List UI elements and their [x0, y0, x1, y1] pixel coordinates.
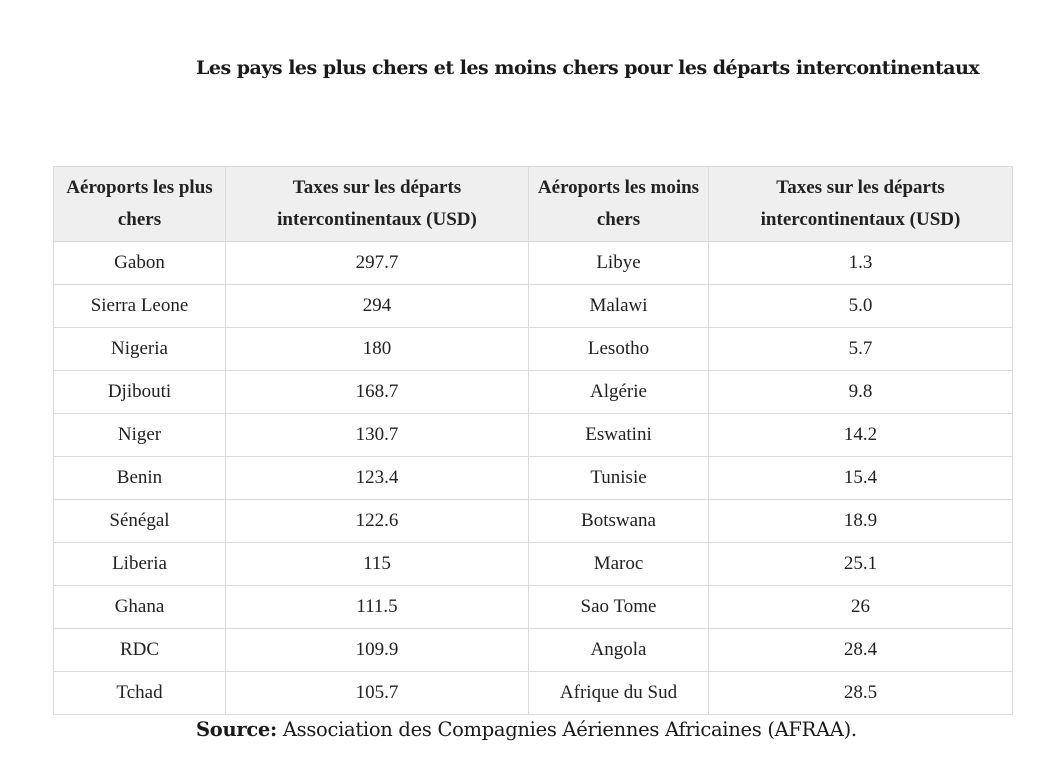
cheap-tax-cell: 5.0 [709, 285, 1013, 328]
cheap-tax-cell: 25.1 [709, 543, 1013, 586]
header-expensive-taxes: Taxes sur les départs intercontinentaux (USD) [226, 167, 529, 242]
expensive-tax-cell: 105.7 [226, 672, 529, 715]
expensive-tax-cell: 109.9 [226, 629, 529, 672]
expensive-country-cell: Sénégal [54, 500, 226, 543]
table-row [54, 414, 1013, 457]
expensive-country-cell: Benin [54, 457, 226, 500]
cheap-country-cell: Malawi [529, 285, 709, 328]
cheap-country-cell: Lesotho [529, 328, 709, 371]
table-row [54, 586, 1013, 629]
expensive-country-cell: Niger [54, 414, 226, 457]
table-title: Les pays les plus chers et les moins chers pour les départs intercontinentaux [196, 57, 980, 79]
expensive-tax-cell: 123.4 [226, 457, 529, 500]
source-text: Association des Compagnies Aériennes Africaines (AFRAA). [282, 718, 857, 741]
expensive-tax-cell: 111.5 [226, 586, 529, 629]
cheap-tax-cell: 15.4 [709, 457, 1013, 500]
cheap-tax-cell: 28.5 [709, 672, 1013, 715]
cheap-country-cell: Eswatini [529, 414, 709, 457]
table-row [54, 543, 1013, 586]
expensive-country-cell: Nigeria [54, 328, 226, 371]
cheap-country-cell: Afrique du Sud [529, 672, 709, 715]
table-row [54, 500, 1013, 543]
cheap-country-cell: Sao Tome [529, 586, 709, 629]
cheap-tax-cell: 14.2 [709, 414, 1013, 457]
table-row [54, 242, 1013, 285]
expensive-tax-cell: 122.6 [226, 500, 529, 543]
table-row [54, 457, 1013, 500]
cheap-country-cell: Algérie [529, 371, 709, 414]
source-label: Source: [196, 718, 277, 741]
table-row [54, 629, 1013, 672]
expensive-tax-cell: 180 [226, 328, 529, 371]
cheap-tax-cell: 9.8 [709, 371, 1013, 414]
expensive-country-cell: RDC [54, 629, 226, 672]
cheap-country-cell: Libye [529, 242, 709, 285]
cheap-country-cell: Maroc [529, 543, 709, 586]
expensive-country-cell: Liberia [54, 543, 226, 586]
cheap-tax-cell: 5.7 [709, 328, 1013, 371]
expensive-country-cell: Ghana [54, 586, 226, 629]
expensive-country-cell: Gabon [54, 242, 226, 285]
header-cheap-airports: Aéroports les moins chers [529, 167, 709, 242]
expensive-tax-cell: 297.7 [226, 242, 529, 285]
expensive-country-cell: Djibouti [54, 371, 226, 414]
table-row [54, 285, 1013, 328]
header-expensive-airports: Aéroports les plus chers [54, 167, 226, 242]
cheap-tax-cell: 26 [709, 586, 1013, 629]
cheap-country-cell: Botswana [529, 500, 709, 543]
cheap-country-cell: Tunisie [529, 457, 709, 500]
table-row [54, 328, 1013, 371]
cheap-country-cell: Angola [529, 629, 709, 672]
table-row [54, 672, 1013, 715]
expensive-tax-cell: 168.7 [226, 371, 529, 414]
cheap-tax-cell: 18.9 [709, 500, 1013, 543]
table-header-row [54, 167, 1013, 242]
tax-table [53, 166, 1013, 715]
expensive-tax-cell: 115 [226, 543, 529, 586]
cheap-tax-cell: 1.3 [709, 242, 1013, 285]
table-body [54, 242, 1013, 715]
header-cheap-taxes: Taxes sur les départs intercontinentaux (USD) [709, 167, 1013, 242]
expensive-country-cell: Sierra Leone [54, 285, 226, 328]
cheap-tax-cell: 28.4 [709, 629, 1013, 672]
expensive-country-cell: Tchad [54, 672, 226, 715]
source-note [196, 718, 857, 741]
expensive-tax-cell: 294 [226, 285, 529, 328]
table-row [54, 371, 1013, 414]
expensive-tax-cell: 130.7 [226, 414, 529, 457]
